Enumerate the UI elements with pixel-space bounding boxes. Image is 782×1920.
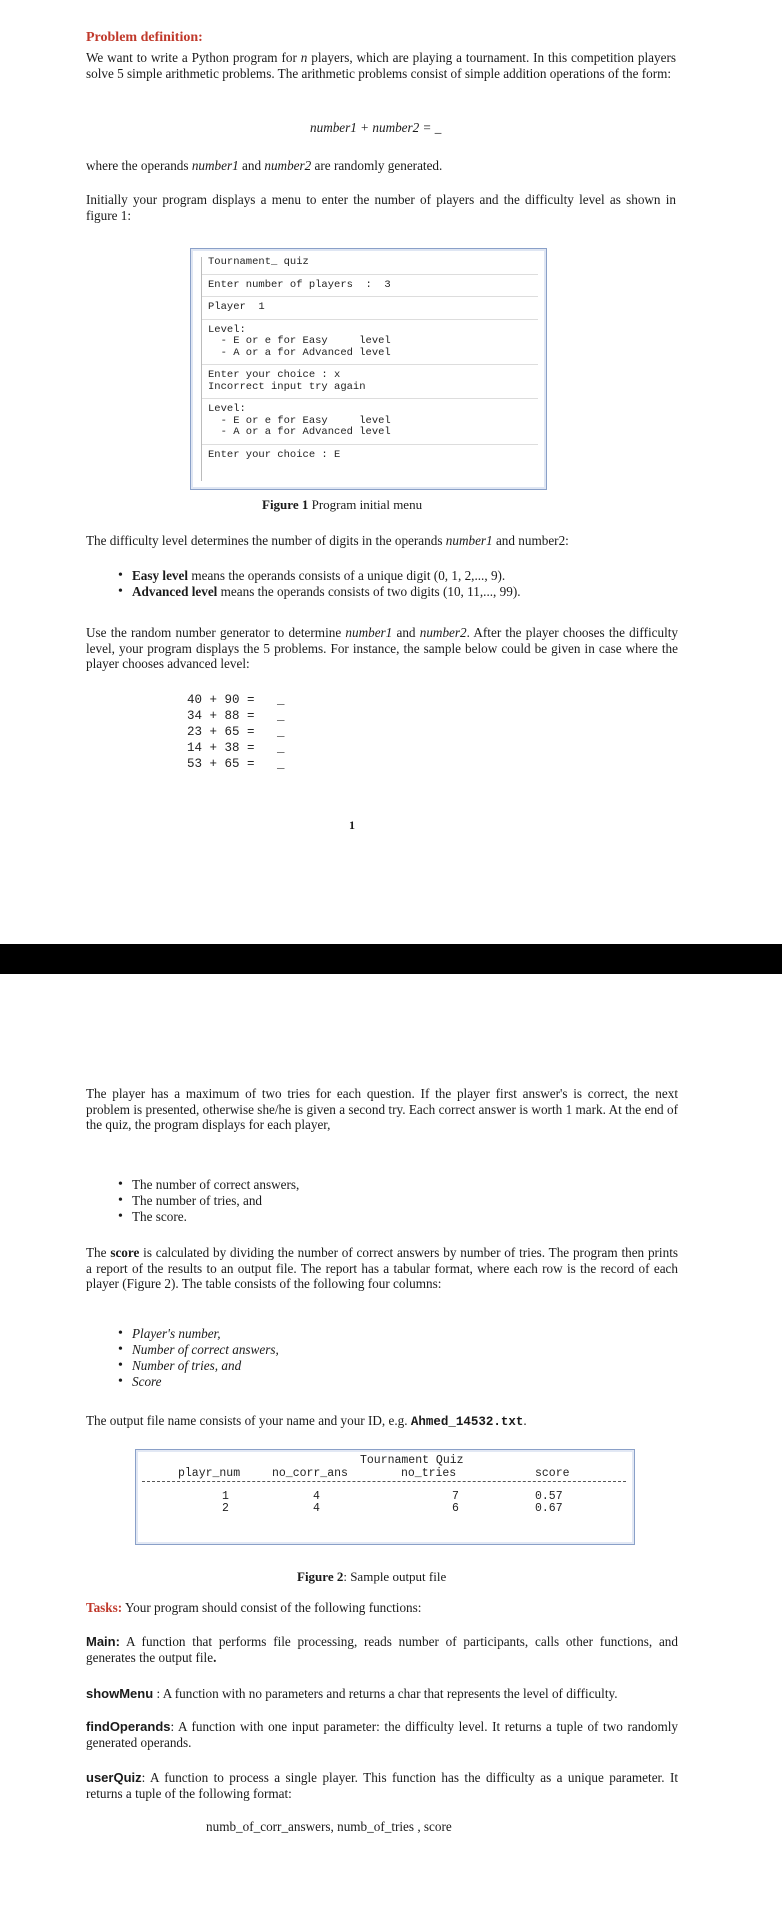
page-1	[0, 0, 782, 944]
random-paragraph: Use the random number generator to determine number1 and number2. After the player chooses the difficulty level, your program displays the 5 problems. For instance, the sample below could be given in case where the player chooses advanced level:	[86, 625, 678, 671]
page-number: 1	[349, 818, 355, 832]
program-menu-terminal	[190, 248, 547, 490]
tasks-paragraph: Tasks: Your program should consist of the following functions:	[86, 1600, 422, 1615]
terminal-line: Enter your choice : x	[208, 369, 341, 381]
list-item: • Number of tries, and	[96, 1358, 656, 1374]
terminal-line: Incorrect input try again	[208, 380, 366, 393]
table-cell: 1	[222, 1490, 229, 1503]
sample-problem-line: 34 + 88 = _	[187, 709, 285, 723]
findoperands-description: findOperands: A function with one input parameter: the difficulty level. It returns a tuple of two randomly generated operands.	[86, 1719, 678, 1750]
page-separator	[0, 944, 782, 974]
column-header: no_corr_ans	[272, 1467, 348, 1480]
terminal-line: - E or e for Easy level	[208, 335, 391, 347]
operands-paragraph: where the operands number1 and number2 are randomly generated.	[86, 158, 443, 173]
terminal-separator	[202, 274, 538, 275]
output-title: Tournament Quiz	[360, 1454, 464, 1467]
list-item: • Easy level means the operands consists of a unique digit (0, 1, 2,..., 9).	[96, 568, 696, 584]
column-header: score	[535, 1467, 570, 1480]
terminal-line: Level:	[208, 403, 246, 415]
column-header: no_tries	[401, 1467, 457, 1480]
intro-paragraph: We want to write a Python program for n players, which are playing a tournament. In this competition players solve 5 simple arithmetic problems. The arithmetic problems consist of simple addition operations of the form:	[86, 50, 676, 81]
list-item: • Player's number,	[96, 1326, 656, 1342]
difficulty-paragraph: The difficulty level determines the number of digits in the operands number1 and number2:	[86, 533, 569, 548]
sample-problem-line: 40 + 90 = _	[187, 693, 285, 707]
terminal-line: Enter number of players : 3	[208, 278, 391, 291]
return-format: numb_of_corr_answers, numb_of_tries , score	[206, 1819, 452, 1834]
columns-list	[96, 1326, 656, 1390]
figure-1-caption: Figure 1 Program initial menu	[262, 497, 423, 512]
list-item: • Score	[96, 1374, 656, 1390]
terminal-line: - A or a for Advanced level	[208, 346, 391, 359]
list-item: • The number of correct answers,	[96, 1177, 656, 1193]
terminal-line: Level:	[208, 323, 246, 336]
list-item: • The score.	[96, 1209, 656, 1225]
terminal-line: Enter your choice : E	[208, 448, 341, 461]
formula: number1 + number2 = _	[310, 120, 442, 135]
terminal-separator	[202, 296, 538, 297]
table-cell: 4	[313, 1490, 320, 1503]
terminal-line: - A or a for Advanced level	[208, 426, 391, 438]
list-item: • Advanced level means the operands consists of two digits (10, 11,..., 99).	[96, 584, 696, 600]
table-cell: 6	[452, 1502, 459, 1515]
tries-paragraph: The player has a maximum of two tries for each question. If the player first answer's is correct, the next problem is presented, otherwise she/he is given a second try. Each correct answer is worth 1 mark. At the end of the quiz, the program displays for each player,	[86, 1086, 678, 1132]
sample-problem-line: 53 + 65 = _	[187, 757, 285, 771]
table-cell: 0.57	[535, 1490, 563, 1503]
difficulty-list	[96, 568, 696, 600]
terminal-line: - E or e for Easy level	[208, 414, 391, 427]
sample-problem-line: 23 + 65 = _	[187, 725, 285, 739]
figure-2-caption: Figure 2: Sample output file	[297, 1569, 447, 1584]
table-cell: 7	[452, 1490, 459, 1503]
list-item: • Number of correct answers,	[96, 1342, 656, 1358]
terminal-line: Tournament_ quiz	[208, 256, 309, 268]
output-filename-paragraph: The output file name consists of your name and your ID, e.g. Ahmed_14532.txt.	[86, 1413, 527, 1429]
userquiz-description: userQuiz: A function to process a single player. This function has the difficulty as a unique parameter. It returns a tuple of the following format:	[86, 1770, 678, 1801]
table-cell: 2	[222, 1502, 229, 1515]
table-cell: 4	[313, 1502, 320, 1515]
sample-problems	[187, 692, 285, 772]
showmenu-description: showMenu : A function with no parameters and returns a char that represents the level of difficulty.	[86, 1686, 618, 1701]
column-header: playr_num	[178, 1467, 241, 1480]
header-divider	[142, 1481, 626, 1482]
score-paragraph: The score is calculated by dividing the number of correct answers by number of tries. The program then prints a report of the results to an output file. The report has a tabular format, where each row is the record of each player (Figure 2). The table consists of the following four columns:	[86, 1245, 678, 1291]
terminal-separator	[202, 398, 538, 399]
terminal-line: Player 1	[208, 301, 265, 313]
main-function-description: Main: A function that performs file processing, reads number of participants, calls other functions, and generates the output file.	[86, 1634, 678, 1665]
list-item: • The number of tries, and	[96, 1193, 656, 1209]
menu-intro-paragraph: Initially your program displays a menu to enter the number of players and the difficulty level as shown in figure 1:	[86, 192, 676, 223]
table-cell: 0.67	[535, 1502, 563, 1515]
problem-heading: Problem definition:	[86, 30, 203, 45]
terminal-separator	[202, 319, 538, 320]
terminal-body	[201, 257, 538, 481]
terminal-separator	[202, 444, 538, 445]
sample-output-file	[135, 1449, 635, 1545]
terminal-separator	[202, 364, 538, 365]
display-list	[96, 1177, 656, 1225]
sample-problem-line: 14 + 38 = _	[187, 741, 285, 755]
